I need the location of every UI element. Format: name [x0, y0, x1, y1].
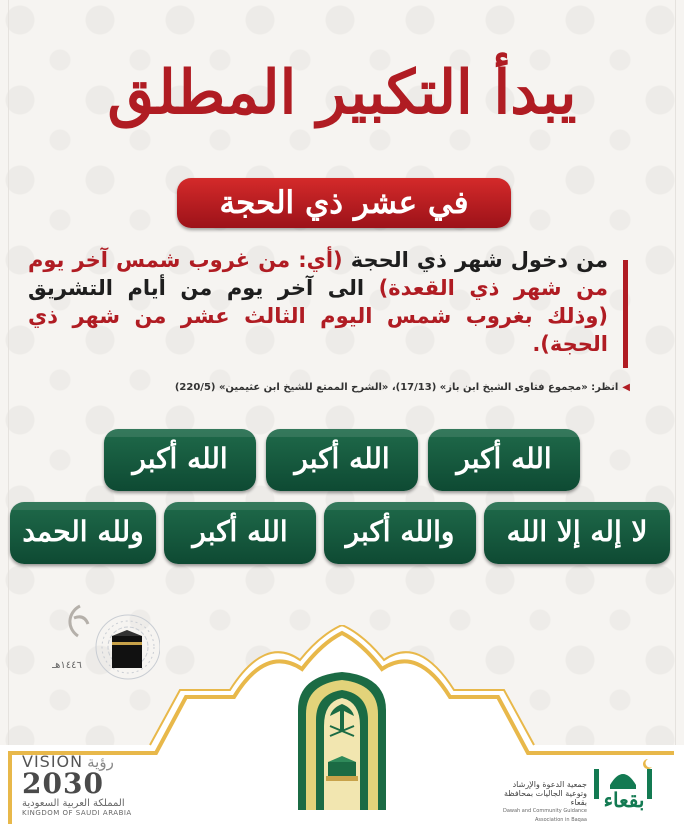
association-line-2: وتوعية الجاليات بمحافظة بقعاء	[504, 789, 587, 807]
body-part-4: (وذلك بغروب شمس اليوم الثالث عشر من شهر ذي الحجة).	[28, 304, 608, 356]
takbir-pill: والله أكبر	[324, 502, 476, 564]
subtitle-banner: في عشر ذي الحجة	[177, 178, 511, 228]
reference-text: انظر: «مجموع فتاوى الشيخ ابن باز» (17/13)، «الشرح الممتع للشيخ ابن عثيمين» (220/5)	[174, 382, 619, 393]
page-title: يبدأ التكبير المطلق	[107, 58, 577, 128]
triangle-pointer-icon: ◀	[622, 382, 630, 393]
vision-label-en: VISION	[22, 752, 84, 771]
takbir-pill: الله أكبر	[104, 429, 256, 491]
association-logo-text: بقعاء	[603, 788, 645, 812]
takbir-pill: الله أكبر	[164, 502, 316, 564]
body-part-1: من دخول شهر ذي الحجة	[342, 248, 608, 272]
vision-kingdom-en: KINGDOM OF SAUDI ARABIA	[22, 809, 132, 817]
takbir-pill: لا إله إلا الله	[484, 502, 670, 564]
takbir-pill: الله أكبر	[428, 429, 580, 491]
association-name-en: Dawah and Community Guidance Association in Baqaa	[502, 808, 587, 823]
takbir-pill: الله أكبر	[266, 429, 418, 491]
body-part-2: (أي: من غروب شمس آخر يوم من شهر ذي القعدة)	[28, 248, 608, 300]
body-part-3: الى آخر يوم من أيام التشريق	[28, 276, 379, 300]
body-paragraph	[28, 246, 608, 358]
vision-label-ar: رؤية	[87, 753, 114, 771]
vision-kingdom-ar: المملكة العربية السعودية	[22, 798, 125, 809]
association-name	[487, 780, 587, 824]
vision-year: 2030	[22, 767, 104, 800]
quote-bar	[623, 260, 628, 368]
takbir-pill: ولله الحمد	[10, 502, 156, 564]
hajj-year: ١٤٤٦هـ	[52, 660, 82, 671]
association-line-1: جمعية الدعوة والإرشاد	[512, 780, 587, 789]
ministry-emblem	[292, 670, 392, 810]
vision-2030-logo	[22, 752, 142, 817]
reference-note	[40, 382, 630, 393]
